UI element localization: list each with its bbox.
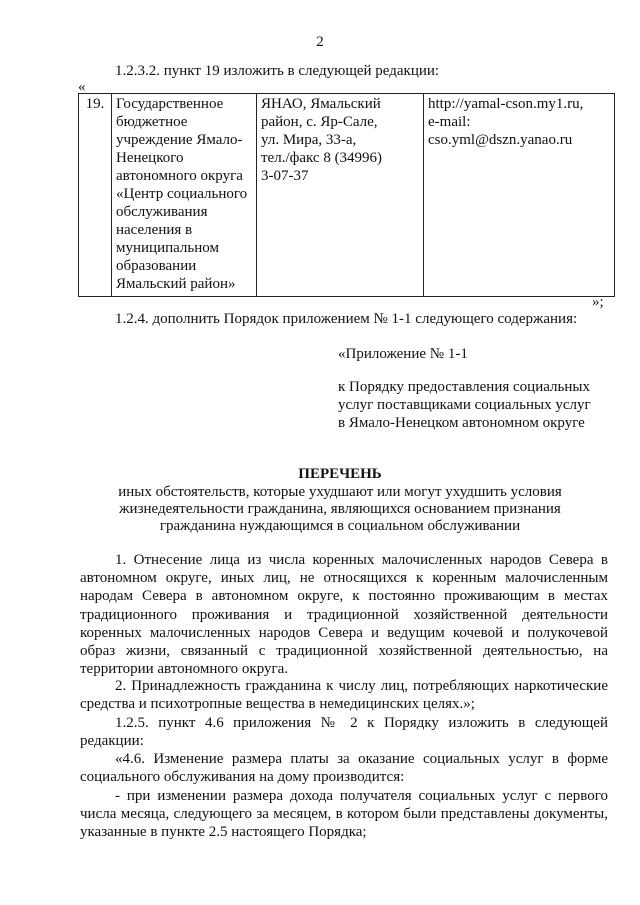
- paragraph-2: 2. Принадлежность гражданина к числу лиц, потребляющих наркотические средства и психотропные вещества в немедицинских целях.»;: [80, 678, 608, 713]
- paragraph-4-6: «4.6. Изменение размера платы за оказание социальных услуг в форме социального обслуживания на дому производится:: [80, 751, 608, 786]
- appendix-label: «Приложение № 1-1: [338, 346, 468, 362]
- table-row: [79, 94, 615, 297]
- item-1-2-3-2: 1.2.3.2. пункт 19 изложить в следующей редакции:: [115, 63, 440, 79]
- organization-table: [78, 93, 615, 297]
- item-1-2-4: 1.2.4. дополнить Порядок приложением № 1-1 следующего содержания:: [115, 311, 578, 327]
- list-title: ПЕРЕЧЕНЬ: [298, 466, 382, 482]
- institution-address: ЯНАО, Ямальский район, с. Яр-Сале, ул. Мира, 33-а, тел./факс 8 (34996) 3-07-37: [257, 94, 424, 297]
- institution-name: Государственное бюджетное учреждение Ямало- Ненецкого автономного округа «Центр социального обслуживания населения в муниципальном образовании Ямальский район»: [112, 94, 257, 297]
- appendix-reference: к Порядку предоставления социальных услуг поставщиками социальных услуг в Ямало-Ненецком автономном округе: [338, 379, 591, 431]
- institution-contacts: http://yamal-cson.my1.ru, e-mail: cso.yml@dszn.yanao.ru: [424, 94, 615, 297]
- page-number: 2: [316, 34, 324, 50]
- quote-close: »;: [592, 294, 604, 310]
- paragraph-1: 1. Отнесение лица из числа коренных малочисленных народов Севера в автономном округе, иных лиц, не относящихся к коренным малочисленным народам Севера в автономном округе, к постоянно проживающим в местах традиционного проживания и традиционной хозяйственной деятельности коренных малочисленных народов Севера и ведущим кочевой и полукочевой образ жизни, связанный с традиционной хозяйственной деятельностью, на территории автономного округа.: [80, 552, 608, 678]
- list-subtitle: иных обстоятельств, которые ухудшают или могут ухудшить условия жизнедеятельности гражданина, являющихся основанием признания гражданина нуждающимся в социальном обслуживании: [118, 484, 562, 534]
- paragraph-1-2-5: 1.2.5. пункт 4.6 приложения № 2 к Порядку изложить в следующей редакции:: [80, 715, 608, 750]
- row-number: 19.: [79, 94, 112, 297]
- quote-open: «: [78, 79, 86, 95]
- paragraph-income-change: - при изменении размера дохода получателя социальных услуг с первого числа месяца, следующего за месяцем, в котором были представлены документы, указанные в пункте 2.5 настоящего Порядка;: [80, 788, 608, 841]
